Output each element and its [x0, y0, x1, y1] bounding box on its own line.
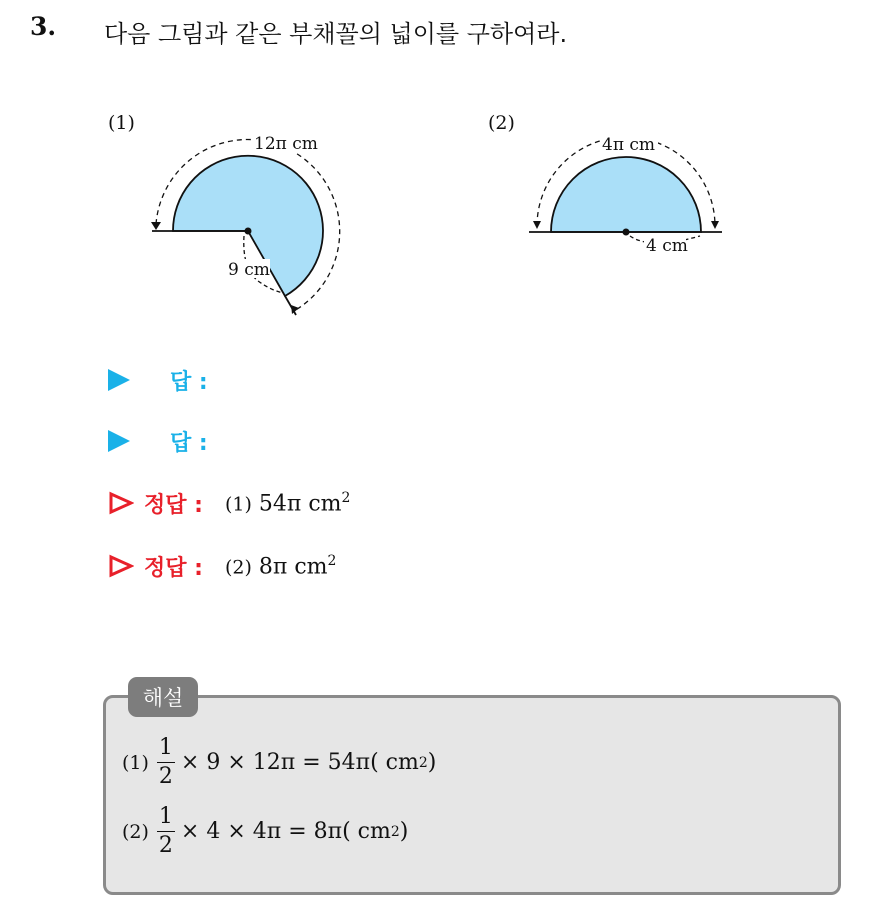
fraction: $\frac{1}{2}$	[158, 735, 173, 789]
figure-1-radius-label: 9 cm	[228, 260, 270, 280]
figure-1-label: (1)	[108, 112, 135, 134]
answer-row-2	[108, 424, 208, 458]
correct-answer-label: 정답 :	[144, 555, 203, 581]
figure-2-center-dot	[623, 229, 630, 236]
figure-2-arrowhead-right	[711, 221, 719, 229]
solution-tag: 해설	[128, 677, 198, 717]
solution-expression: × 9 × 12π = 54π( cm	[180, 750, 419, 775]
answer-row-1	[108, 363, 208, 397]
figure-2-sector	[0, 0, 884, 340]
solution-line-1: (1) $\frac{1}{2}$ × 9 × 12π = 54π( cm 2 )	[122, 735, 437, 789]
figure-2-arc-label: 4π cm	[602, 135, 656, 155]
play-triangle-icon	[108, 430, 130, 452]
solution-expression: × 4 × 4π = 8π( cm	[180, 819, 391, 844]
solution-line-number: (2)	[122, 820, 149, 843]
figure-2-arrowhead-left	[533, 221, 541, 229]
question-text: 다음 그림과 같은 부채꼴의 넓이를 구하여라.	[104, 20, 568, 48]
solution-line-number: (1)	[122, 751, 149, 774]
solution-line-2: (2) $\frac{1}{2}$ × 4 × 4π = 8π( cm 2 )	[122, 804, 409, 858]
correct-answer-row-1	[108, 486, 350, 520]
answer-label: 답 :	[170, 369, 208, 395]
figure-1-arc-label: 12π cm	[254, 134, 318, 154]
figure-2-sector-shape	[551, 157, 701, 232]
correct-answer-value: (1) 54π $cm^2$	[224, 489, 351, 517]
figure-2-label: (2)	[488, 112, 515, 134]
correct-answer-label: 정답 :	[144, 492, 203, 518]
answer-label: 답 :	[170, 430, 208, 456]
question-number: 3.	[30, 12, 57, 41]
correct-answer-row-2	[108, 549, 336, 583]
outline-triangle-icon	[108, 554, 134, 578]
figure-2-radius-label: 4 cm	[646, 236, 688, 256]
fraction: $\frac{1}{2}$	[158, 804, 173, 858]
correct-answer-value: (2) 8π $cm^2$	[224, 552, 337, 580]
play-triangle-icon	[108, 369, 130, 391]
outline-triangle-icon	[108, 491, 134, 515]
solution-box	[103, 695, 841, 895]
